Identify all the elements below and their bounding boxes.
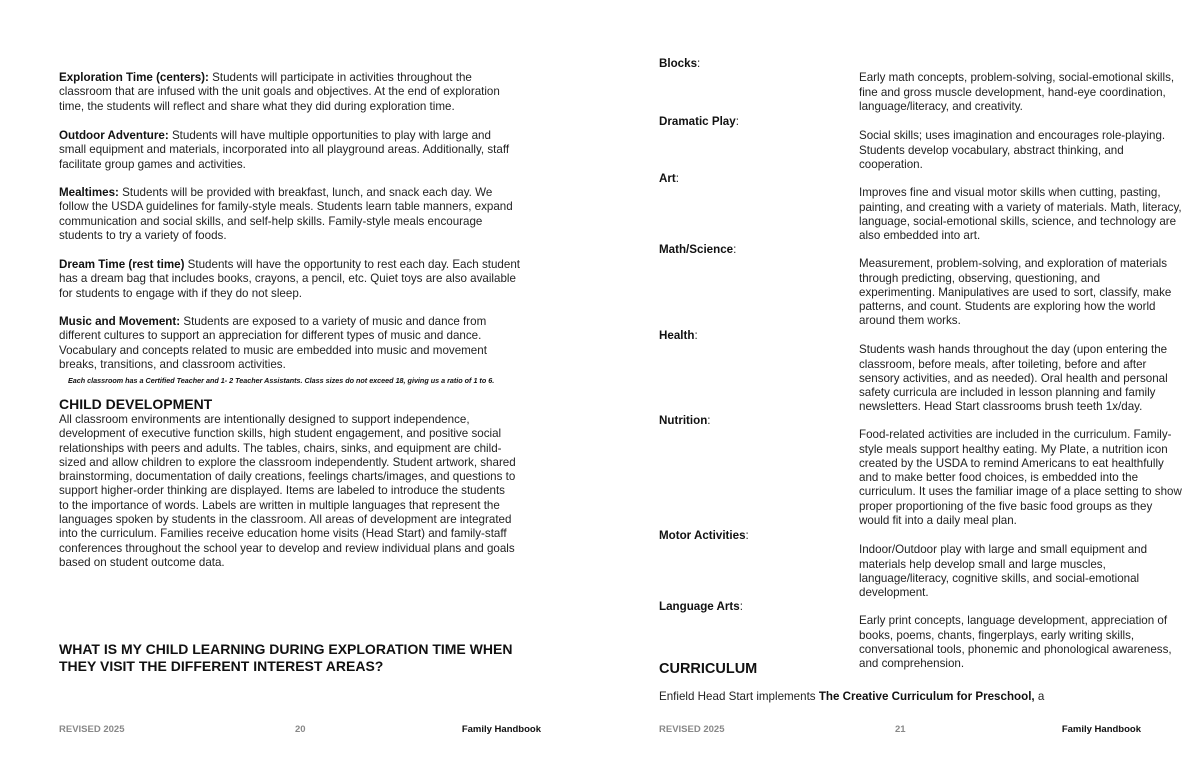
description-line: language, social-emotional skills, science, and technology are [859,214,1177,228]
description-line: Students wash hands throughout the day (upon entering the [859,343,1168,357]
description-line: curriculum. It uses the familiar image of a place setting to show [859,485,1182,499]
description-line: language/literacy, cognitive skills, and social-emotional [859,571,1140,585]
description-line: painting, and creating with a variety of materials. Math, literacy, [859,200,1182,214]
section-paragraph [59,186,513,243]
area-label: Blocks: [659,57,701,70]
description-line: also embedded into art. [859,229,981,243]
area-label-text: Dramatic Play [659,115,736,128]
description-line: Food-related activities are included in the curriculum. Family- [859,428,1172,442]
footer-title: Family Handbook [1061,724,1141,735]
child-development-body [59,413,516,570]
section-lead: Exploration Time (centers): [59,71,209,84]
description-line: Early print concepts, language development, appreciation of [859,614,1168,628]
line-text: Vocabulary and concepts related to music are embedded into music and movement [59,343,487,357]
line-text: classroom that are infused with the unit goals and objectives. At the end of exploration [59,85,500,99]
page-21 [600,0,1200,776]
paragraph-line [59,71,500,85]
curriculum-heading: CURRICULUM [659,661,758,677]
curriculum-intro [659,690,1044,704]
paragraph-line: brainstorming, documentation of daily creations, feelings charts/images, and questions to [59,470,516,484]
area-description [859,428,1182,528]
area-label-text: Blocks [659,57,698,70]
area-label-text: Art [659,172,676,185]
line-text: has a dream bag that includes books, crayons, a pencil, etc. Quiet toys are also available [59,272,516,286]
area-label: Language Arts: [659,600,743,613]
section-lead: Outdoor Adventure: [59,129,169,142]
paragraph-line [59,215,513,229]
paragraph-line [59,229,513,243]
area-label: Dramatic Play: [659,115,739,128]
curriculum-intro-rest: a [1034,690,1045,703]
footer-page-number: 20 [295,724,306,735]
line-text: Students will participate in activities throughout the [208,71,472,84]
line-text: communication and social skills, and self-help skills. Family-style meals encourage [59,214,483,228]
description-line: and to make better food choices, is embedded into the [859,471,1139,485]
paragraph-line [59,100,500,114]
line-text: breaks, transitions, and classroom activities. [59,357,286,371]
line-text: Students will be provided with breakfast, lunch, and snack each day. We [118,186,493,199]
description-line: through predicting, observing, questioning, and [859,271,1101,285]
curriculum-intro-text: Enfield Head Start implements [659,690,819,703]
area-description [859,71,1174,114]
paragraph-line [59,258,520,272]
description-line: experimenting. Manipulatives are used to sort, classify, make [859,285,1172,299]
area-label: Nutrition: [659,414,711,427]
paragraph-line: development of executive function skills, high student engagement, and positive social [59,427,502,441]
footer-revised: REVISED 2025 [659,724,725,735]
paragraph-line: sized and allow children to explore the classroom independently. Student artwork, shared [59,455,516,469]
footer-revised: REVISED 2025 [59,724,125,735]
description-line: newsletters. Head Start classrooms brush teeth 1x/day. [859,400,1143,414]
interest-area-art [659,172,1182,243]
question-heading-line: THEY VISIT THE DIFFERENT INTEREST AREAS? [59,658,384,674]
area-label: Math/Science: [659,243,737,256]
staffing-note: Each classroom has a Certified Teacher and 1- 2 Teacher Assistants. Class sizes do not exceed 18, giving us a ratio of 1 to 6. [68,376,495,385]
description-line: Students develop vocabulary, abstract thinking, and [859,143,1124,157]
paragraph-line [59,143,509,157]
interest-area-motor-activities [659,529,1148,600]
description-line: Indoor/Outdoor play with large and small equipment and [859,543,1148,557]
paragraph-line [59,344,487,358]
description-line: development. [859,586,929,600]
area-label-text: Nutrition [659,414,708,427]
description-line: style meals support healthy eating. My Plate, a nutrition icon [859,442,1168,456]
line-text: facilitate group games and activities. [59,157,246,171]
paragraph-line: relationships with peers and adults. The tables, chairs, sinks, and equipment are child- [59,441,502,455]
paragraph-line: All classroom environments are intentionally designed to support independence, [59,413,470,426]
interest-area-nutrition [659,414,1182,528]
area-label: Art: [659,172,679,185]
paragraph-line: support higher-order thinking are displayed. Items are labeled to introduce the students [59,484,505,498]
area-label-text: Health [659,329,695,342]
paragraph-line: to the importance of words. Labels are written in multiple languages that represent the [59,498,500,512]
line-text: time, the students will reflect and share what they did during exploration time. [59,99,455,113]
area-description [859,543,1147,600]
footer-title: Family Handbook [461,724,541,735]
question-heading [59,641,512,675]
paragraph-line [59,329,487,343]
area-label: Health: [659,329,698,342]
paragraph-line [59,85,500,99]
description-line: around them works. [859,314,961,328]
section-paragraph [59,258,520,301]
area-description [859,614,1172,671]
paragraph-line: conferences throughout the school year to develop and review individual plans and goals [59,541,515,555]
description-line: would fit into a daily meal plan. [859,514,1017,528]
section-paragraph [59,129,509,172]
description-line: and comprehension. [859,657,965,671]
description-line: books, poems, chants, fingerplays, early writing skills, [859,628,1135,642]
child-development-heading: CHILD DEVELOPMENT [59,396,213,412]
description-line: safety curricula are included in lesson planning and family [859,386,1156,400]
section-lead: Music and Movement: [59,315,181,328]
description-line: Measurement, problem-solving, and exploration of materials [859,257,1168,271]
area-description [859,129,1165,172]
description-line: conversational tools, phonemic and phonological awareness, [859,642,1172,656]
area-label: Motor Activities: [659,529,749,542]
description-line: cooperation. [859,157,923,171]
description-line: proper proportioning of the five basic food groups as they [859,499,1153,513]
area-description [859,343,1168,414]
description-line: patterns, and count. Students are exploring how the world [859,300,1156,314]
line-text: Students are exposed to a variety of music and dance from [180,315,487,328]
paragraph-line [59,129,509,143]
description-line: Improves fine and visual motor skills when cutting, pasting, [859,186,1161,200]
line-text: Students will have multiple opportunities to play with large and [168,129,491,142]
area-description [859,186,1182,243]
paragraph-line [59,358,487,372]
question-heading-line: WHAT IS MY CHILD LEARNING DURING EXPLORATION TIME WHEN [59,641,513,657]
paragraph-line [59,272,520,286]
section-lead: Dream Time (rest time) [59,258,185,271]
description-line: fine and gross muscle development, hand-eye coordination, [859,85,1166,99]
paragraph-line: languages spoken by students in the classroom. All areas of development are integrated [59,513,512,527]
description-line: language/literacy, and creativity. [859,99,1023,113]
interest-area-blocks [659,57,1175,113]
section-lead: Mealtimes: [59,186,119,199]
line-text: students to try a variety of foods. [59,228,227,242]
paragraph-line [59,158,509,172]
area-label-text: Math/Science [659,243,734,256]
interest-area-dramatic-play [659,115,1166,171]
area-description [859,257,1171,328]
paragraph-line [59,287,520,301]
section-paragraph [59,71,500,114]
description-line: Social skills; uses imagination and encourages role-playing. [859,129,1166,143]
footer-page-number: 21 [895,724,906,735]
section-paragraph [59,315,487,372]
description-line: Early math concepts, problem-solving, social-emotional skills, [859,71,1175,85]
paragraph-line [59,186,513,200]
interest-area-health [659,329,1168,414]
line-text: Students will have the opportunity to rest each day. Each student [184,258,520,271]
area-label-text: Motor Activities [659,529,746,542]
line-text: for students to engage with if they do not sleep. [59,286,302,300]
area-label-text: Language Arts [659,600,740,613]
paragraph-line [59,200,513,214]
paragraph-line: into the curriculum. Families receive education home visits (Head Start) and family-staff [59,527,507,541]
description-line: materials help develop small and large muscles, [859,557,1106,571]
description-line: sensory activities, and as needed). Oral health and personal [859,371,1168,385]
paragraph-line [59,315,487,329]
line-text: different cultures to support an appreciation for different types of music and dance. [59,329,482,343]
line-text: small equipment and materials, incorporated into all playground areas. Additionally, staff [59,143,510,157]
description-line: classroom, before meals, after toileting, before and after [859,357,1147,371]
line-text: follow the USDA guidelines for family-style meals. Students learn table manners, expand [59,200,513,214]
interest-area-math-science [659,243,1172,328]
paragraph-line: based on student outcome data. [59,555,225,569]
description-line: created by the USDA to remind Americans to eat healthfully [859,456,1164,470]
curriculum-title: The Creative Curriculum for Preschool, [818,690,1035,703]
